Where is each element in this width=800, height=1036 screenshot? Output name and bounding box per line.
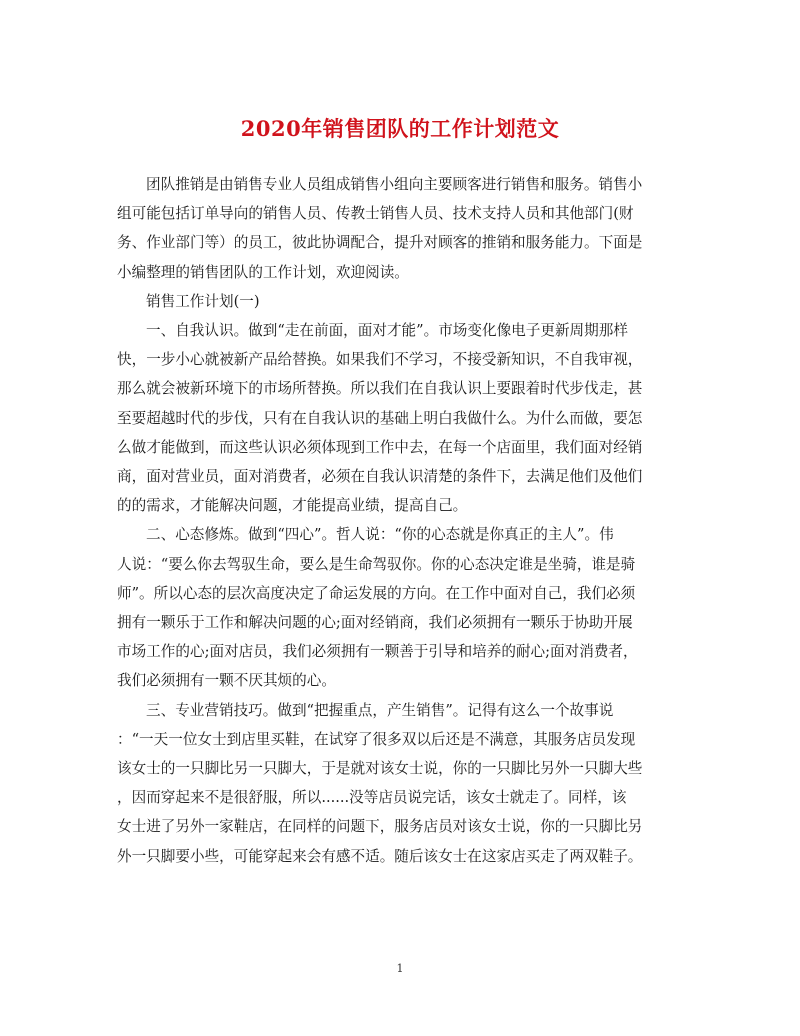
page-number: 1 bbox=[396, 962, 404, 975]
text-line: 该女士的一只脚比另一只脚大，于是就对该女士说，你的一只脚比另外一只脚大些 bbox=[117, 760, 643, 778]
text-line: 二、心态修炼。做到“四心”。哲人说：“你的心态就是你真正的主人”。伟 bbox=[146, 526, 614, 544]
text-line: ：“一天一位女士到店里买鞋，在试穿了很多双以后还是不满意，其服务店员发现 bbox=[117, 730, 636, 748]
text-line: 我们必须拥有一颗不厌其烦的心。 bbox=[117, 672, 336, 690]
text-line: 那么就会被新环境下的市场所替换。所以我们在自我认识上要跟着时代步伐走，甚 bbox=[117, 380, 643, 398]
paragraph-self-awareness bbox=[117, 316, 687, 520]
text-line: 组可能包括订单导向的销售人员、传教士销售人员、技术支持人员和其他部门(财 bbox=[117, 205, 634, 223]
text-line: 市场工作的心;面对店员，我们必须拥有一颗善于引导和培养的耐心;面对消费者， bbox=[117, 643, 638, 661]
paragraph-sales-skills bbox=[117, 696, 687, 871]
text-line: 拥有一颗乐于工作和解决问题的心;面对经销商，我们必须拥有一颗乐于协助开展 bbox=[117, 614, 633, 632]
text-line: 小编整理的销售团队的工作计划，欢迎阅读。 bbox=[117, 263, 409, 281]
document-body bbox=[117, 170, 687, 871]
text-line: 快，一步小心就被新产品给替换。如果我们不学习，不接受新知识，不自我审视， bbox=[117, 351, 643, 369]
text-line: 的的需求，才能解决问题，才能提高业绩，提高自己。 bbox=[117, 497, 468, 515]
text-line: 人说：“要么你去驾驭生命，要么是生命驾驭你。你的心态决定谁是坐骑，谁是骑 bbox=[117, 555, 636, 573]
text-line: 师”。所以心态的层次高度决定了命运发展的方向。在工作中面对自己，我们必须 bbox=[117, 584, 636, 602]
text-line: 团队推销是由销售专业人员组成销售小组向主要顾客进行销售和服务。销售小 bbox=[146, 176, 643, 193]
text-line: 么做才能做到，而这些认识必须体现到工作中去，在每一个店面里，我们面对经销 bbox=[117, 438, 643, 456]
text-line: 一、自我认识。做到“走在前面，面对才能”。市场变化像电子更新周期那样 bbox=[146, 322, 628, 340]
section-heading: 销售工作计划(一) bbox=[146, 292, 260, 310]
paragraph-section-heading bbox=[117, 287, 687, 316]
text-line: 至要超越时代的步伐，只有在自我认识的基础上明白我做什么。为什么而做，要怎 bbox=[117, 409, 643, 427]
text-line: ，因而穿起来不是很舒服，所以......没等店员说完话，该女士就走了。同样，该 bbox=[117, 789, 627, 807]
paragraph-mindset bbox=[117, 520, 687, 695]
document-title: 2020年销售团队的工作计划范文 bbox=[240, 116, 560, 141]
paragraph-intro bbox=[117, 170, 687, 287]
text-line: 女士进了另外一家鞋店，在同样的问题下，服务店员对该女士说，你的一只脚比另 bbox=[117, 818, 643, 836]
text-line: 商，面对营业员，面对消费者，必须在自我认识清楚的条件下，去满足他们及他们 bbox=[117, 468, 643, 486]
text-line: 三、专业营销技巧。做到“把握重点，产生销售”。记得有这么一个故事说 bbox=[146, 701, 614, 719]
text-line: 外一只脚要小些，可能穿起来会有感不适。随后该女士在这家店买走了两双鞋子。 bbox=[117, 847, 643, 865]
text-line: 务、作业部门等）的员工，彼此协调配合，提升对顾客的推销和服务能力。下面是 bbox=[117, 234, 643, 252]
